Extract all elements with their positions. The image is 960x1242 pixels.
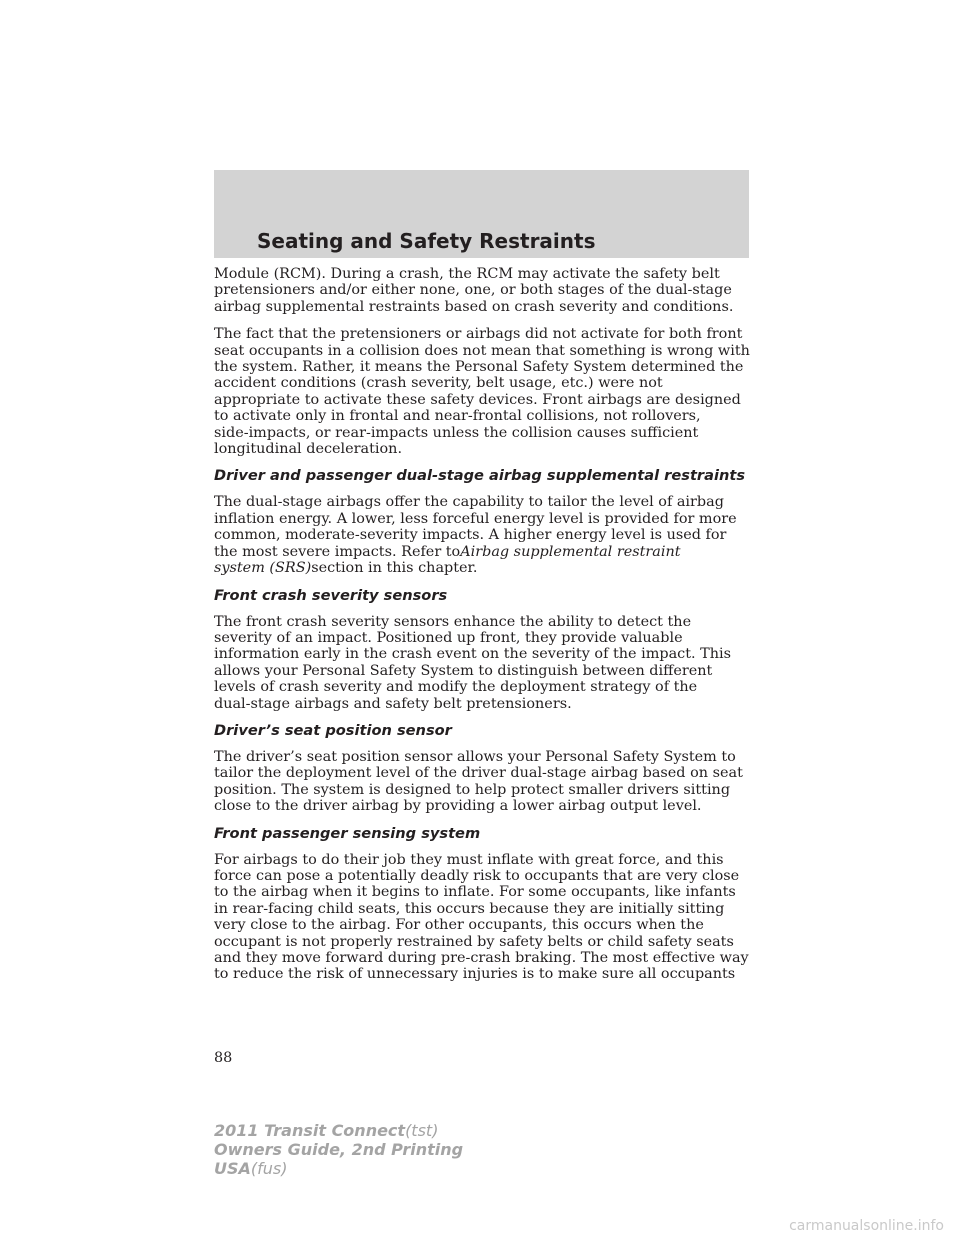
text-line: tailor the deployment level of the driver dual-stage airbag based on seat [214,765,743,782]
text-line [214,544,748,560]
footer-line [214,1159,463,1178]
document-footer [214,1121,463,1178]
text-line: inflation energy. A lower, less forceful energy level is provided for more [214,510,737,527]
footer-printing: Owners Guide, 2nd Printing [214,1140,464,1159]
subheading-front-crash-sensors: Front crash severity sensors [214,586,448,604]
footer-line [214,1140,463,1159]
paragraph [214,494,748,576]
text-line: severity of an impact. Positioned up front, they provide valuable [214,629,683,646]
text-line: force can pose a potentially deadly risk to occupants that are very close [214,867,740,884]
text-line: information early in the crash event on the severity of the impact. This [214,646,732,663]
text-line: close to the driver airbag by providing a lower airbag output level. [214,798,702,815]
text-line: accident conditions (crash severity, belt usage, etc.) were not [214,375,663,392]
text-line: The driver’s seat position sensor allows your Personal Safety System to [214,748,736,765]
section-title: Seating and Safety Restraints [257,229,596,253]
text-line: For airbags to do their job they must inflate with great force, and this [214,851,724,868]
text-line: in rear-facing child seats, this occurs because they are initially sitting [214,900,725,917]
text-line: to the airbag when it begins to inflate. For some occupants, like infants [214,884,736,901]
subheading-passenger-sensing: Front passenger sensing system [214,824,481,842]
text-line: common, moderate-severity impacts. A higher energy level is used for [214,527,727,544]
text-line: The fact that the pretensioners or airbags did not activate for both front [214,326,743,343]
paragraph [214,614,748,712]
watermark: carmanualsonline.info [789,1218,944,1234]
text-line: occupant is not properly restrained by safety belts or child safety seats [214,933,734,950]
paragraph [214,852,748,983]
subheading-seat-position-sensor: Driver’s seat position sensor [214,721,452,739]
text-line: pretensioners and/or either none, one, or both stages of the dual-stage [214,282,732,299]
subheading-dual-stage-airbags: Driver and passenger dual-stage airbag supplemental restraints [214,467,746,485]
cross-reference: system (SRS) [214,560,312,577]
text-line: seat occupants in a collision does not mean that something is wrong with [214,342,750,359]
paragraph [214,749,748,815]
text-line: longitudinal deceleration. [214,441,403,458]
text-line: The dual-stage airbags offer the capability to tailor the level of airbag [214,494,724,511]
text-line: and they move forward during pre-crash braking. The most effective way [214,950,749,966]
text-line: The front crash severity sensors enhance the ability to detect the [214,613,692,630]
page-body [214,266,748,994]
text-line: levels of crash severity and modify the deployment strategy of the [214,679,698,696]
footer-code: (tst) [405,1121,439,1140]
text-line [214,560,748,576]
cross-reference: Airbag supplemental restraint [460,543,681,560]
text-line: allows your Personal Safety System to distinguish between different [214,662,713,679]
text-line: the system. Rather, it means the Personal Safety System determined the [214,359,744,376]
text-line: Module (RCM). During a crash, the RCM may activate the safety belt [214,266,720,282]
footer-model: 2011 Transit Connect [214,1121,406,1140]
paragraph [214,326,748,457]
page-number: 88 [214,1050,233,1066]
text-line: dual-stage airbags and safety belt pretensioners. [214,695,572,712]
text-line: very close to the airbag. For other occupants, this occurs when the [214,917,704,934]
text-line: appropriate to activate these safety devices. Front airbags are designed [214,391,741,408]
text-line: to activate only in frontal and near-frontal collisions, not rollovers, [214,408,701,425]
footer-line [214,1121,463,1140]
text-run: the most severe impacts. Refer to [214,543,461,560]
paragraph [214,266,748,315]
text-run: section in this chapter. [311,560,478,577]
text-line: to reduce the risk of unnecessary injuries is to make sure all occupants [214,966,736,983]
footer-market: USA [214,1159,251,1178]
text-line: side-impacts, or rear-impacts unless the collision causes sufficient [214,424,699,441]
text-line: position. The system is designed to help protect smaller drivers sitting [214,781,731,798]
footer-code: (fus) [250,1159,288,1178]
text-line: airbag supplemental restraints based on crash severity and conditions. [214,298,734,315]
